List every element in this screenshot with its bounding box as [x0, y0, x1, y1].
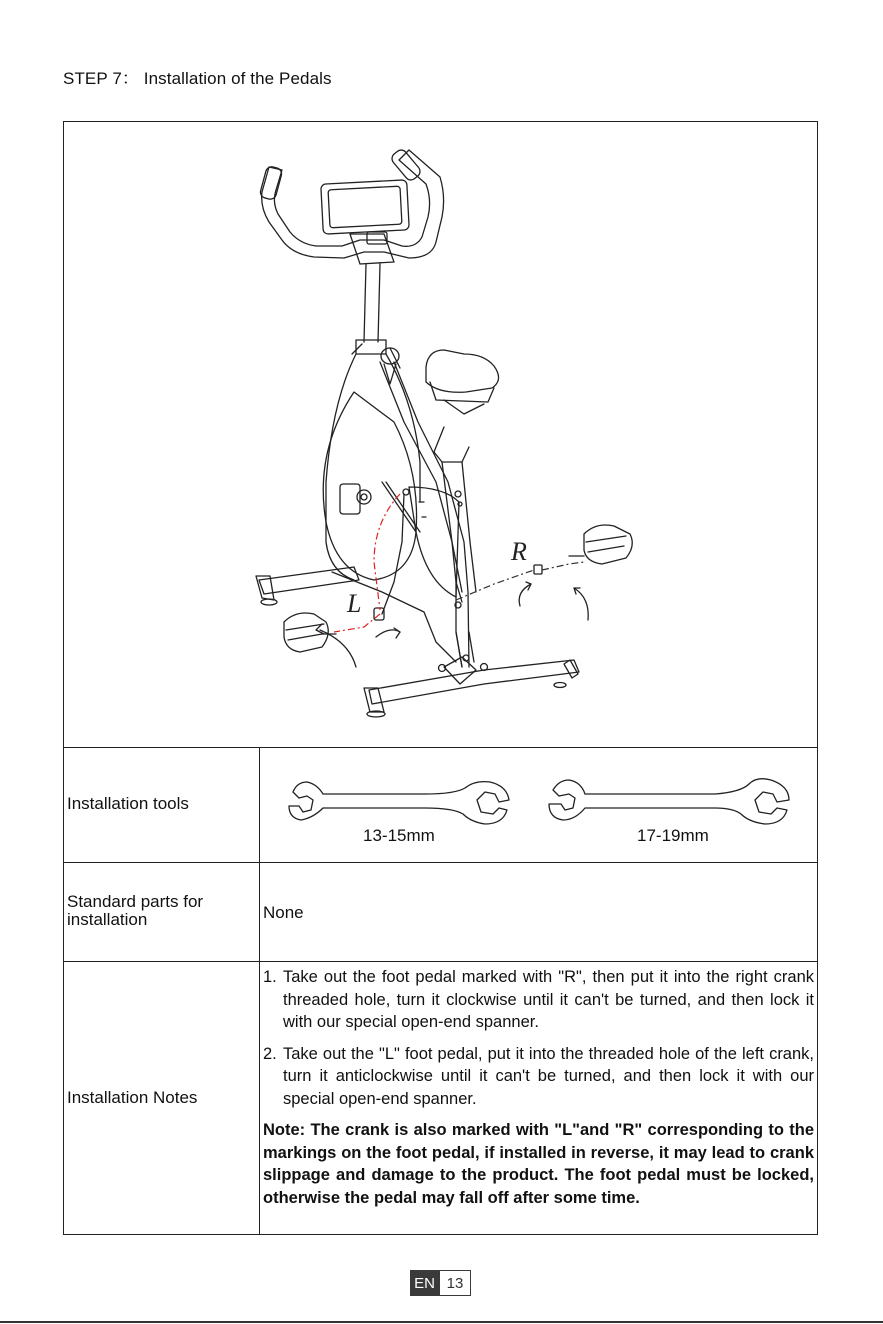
- standard-parts-label-line2: installation: [67, 910, 148, 929]
- wrench-size-13-15: 13-15mm: [363, 826, 435, 845]
- instruction-table: [63, 121, 818, 1235]
- installation-tools-row: [64, 747, 817, 862]
- page-badge: [410, 1270, 471, 1296]
- standard-parts-row: [64, 862, 817, 961]
- installation-notes-text: [263, 966, 814, 1209]
- page-number: 13: [439, 1270, 471, 1296]
- note-item: 1. Take out the foot pedal marked with "R", then put it into the right crank threaded hole, turn it clockwise until it can't be turned, and then lock it with our special open-end spanner.: [263, 966, 814, 1034]
- right-pedal-marker: R: [511, 537, 527, 566]
- wrench-17-19-icon: [545, 770, 795, 830]
- language-tag: EN: [410, 1270, 439, 1296]
- installation-notes-row: [64, 961, 817, 1234]
- standard-parts-value: None: [263, 903, 304, 922]
- installation-tools-label: Installation tools: [67, 794, 189, 813]
- bike-pedal-illustration: [64, 122, 817, 747]
- wrench-size-17-19: 17-19mm: [637, 826, 709, 845]
- note-item-text: Take out the "L" foot pedal, put it into the threaded hole of the left crank, turn it anticlockwise until it can't be turned, and then lock it with our special open-end spanner.: [283, 1044, 814, 1108]
- bottom-rule: [0, 1321, 883, 1323]
- left-pedal-marker: L: [347, 589, 362, 618]
- note-item-text: Take out the foot pedal marked with "R", then put it into the right crank threaded hole, turn it clockwise until it can't be turned, and then lock it with our special open-end spanner.: [283, 968, 814, 1031]
- installation-notes-label: Installation Notes: [67, 1088, 198, 1107]
- wrench-13-15-icon: [285, 770, 515, 830]
- step-title: STEP 7： Installation of the Pedals: [63, 69, 332, 88]
- note-item: 2. Take out the "L" foot pedal, put it into the threaded hole of the left crank, turn it anticlockwise until it can't be turned, and then lock it with our special open-end spanner.: [263, 1043, 814, 1111]
- warning-note: Note: The crank is also marked with "L"and "R" corresponding to the markings on the foot pedal, if installed in reverse, it may lead to crank slippage and damage to the product. The foot pedal must be locked, otherwise the pedal may fall off after some time.: [263, 1121, 814, 1207]
- standard-parts-label-line1: Standard parts for: [67, 892, 204, 911]
